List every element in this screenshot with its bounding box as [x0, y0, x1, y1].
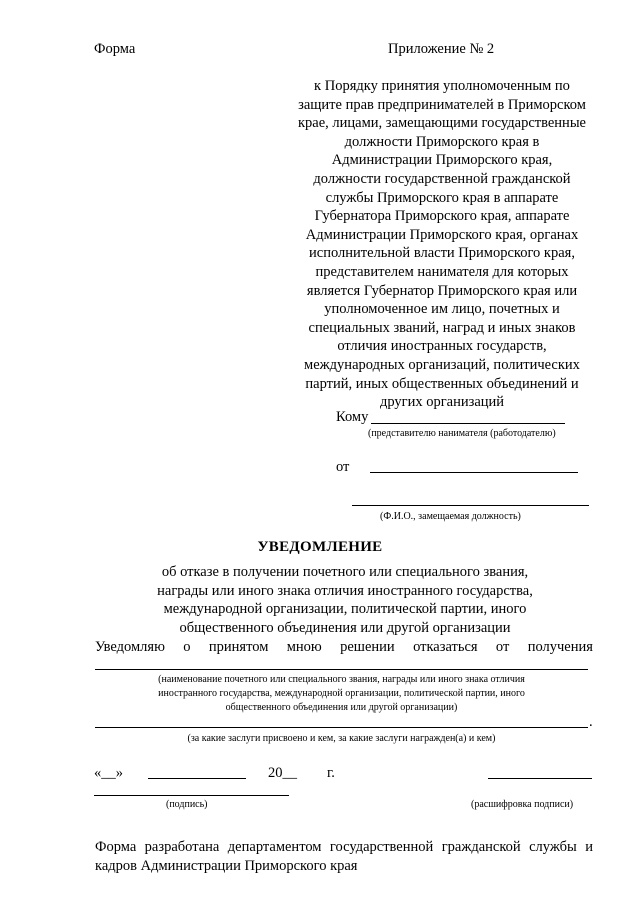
preamble-line: к Порядку принятия уполномоченным по — [314, 78, 570, 94]
preamble-line: должности Приморского края в — [344, 133, 540, 150]
from-line-2[interactable] — [352, 505, 589, 506]
preamble — [272, 77, 612, 412]
merit-caption: (за какие заслуги присвоено и кем, за какие заслуги награжден(а) и кем) — [187, 733, 496, 744]
award-caption-line: общественного объединения или другой организации) — [225, 702, 458, 713]
form-label: Форма — [94, 41, 136, 57]
signature-decode-caption: (расшифровка подписи) — [471, 799, 574, 810]
preamble-line: крае, лицами, замещающими государственные — [298, 115, 586, 132]
subtitle-line: награды или иного знака отличия иностранного государства, — [157, 582, 533, 599]
statement-word: от — [495, 639, 510, 655]
preamble-line: должности государственной гражданской — [313, 170, 571, 187]
signature-caption: (подпись) — [166, 799, 208, 810]
from-line[interactable] — [370, 472, 578, 473]
award-caption-line: иностранного государства, международной организации, политической партии, иного — [158, 688, 525, 699]
date-month-line[interactable] — [148, 778, 246, 779]
footer-line: Форма разработана департаментом государственной гражданской службы и — [95, 839, 593, 855]
date-year-prefix: 20__ — [268, 765, 297, 781]
merit-line[interactable] — [95, 727, 588, 728]
preamble-line: отличия иностранных государств, — [337, 338, 547, 355]
signature-decode-line-top[interactable] — [488, 778, 592, 779]
appendix-label: Приложение № 2 — [388, 41, 495, 57]
preamble-line: исполнительной власти Приморского края, — [309, 245, 575, 262]
award-caption — [95, 673, 588, 715]
statement-word: получения — [527, 639, 593, 655]
preamble-line: международных организаций, политических — [304, 356, 580, 373]
preamble-line: защите прав предпринимателей в Приморском — [298, 96, 586, 113]
signature-line[interactable] — [94, 795, 289, 796]
preamble-line: Администрации Приморского края, органах — [305, 226, 579, 243]
preamble-line: представителем нанимателя для которых — [315, 263, 569, 280]
preamble-line: уполномоченное им лицо, почетных и — [324, 301, 560, 318]
preamble-line: партий, иных общественных объединений и — [305, 375, 579, 392]
subtitle — [100, 563, 590, 637]
preamble-line: Администрации Приморского края, — [331, 152, 553, 169]
statement — [95, 638, 593, 657]
preamble-line: специальных званий, наград и иных знаков — [308, 319, 576, 336]
subtitle-line: об отказе в получении почетного или специального звания, — [161, 564, 529, 580]
footer-note — [95, 838, 593, 875]
statement-word: мною — [286, 639, 322, 655]
from-label: от — [336, 459, 350, 475]
subtitle-line: общественного объединения или другой организации — [179, 619, 511, 636]
merit-line-dot: . — [589, 714, 593, 730]
date-year-suffix: г. — [327, 765, 335, 781]
to-line[interactable] — [371, 423, 565, 424]
preamble-line: других организаций — [379, 394, 505, 411]
statement-word: принятом — [208, 639, 269, 655]
statement-word: отказаться — [413, 639, 478, 655]
award-name-line[interactable] — [95, 669, 588, 670]
to-label: Кому — [336, 409, 369, 425]
footer-line: кадров Администрации Приморского края — [95, 857, 358, 874]
subtitle-line: международной организации, политической партии, иного — [163, 601, 527, 618]
from-caption: (Ф.И.О., замещаемая должность) — [380, 511, 521, 522]
document-title: УВЕДОМЛЕНИЕ — [257, 539, 383, 555]
statement-word: решении — [340, 639, 395, 655]
date-day-quote: «__» — [94, 765, 123, 781]
statement-word: Уведомляю — [95, 639, 165, 655]
statement-word: о — [183, 639, 191, 655]
preamble-line: Губернатора Приморского края, аппарате — [314, 208, 570, 225]
preamble-line: службы Приморского края в аппарате — [325, 189, 559, 206]
to-caption: (представителю нанимателя (работодателю) — [368, 428, 556, 439]
preamble-line: является Губернатор Приморского края или — [306, 282, 578, 299]
award-caption-line: (наименование почетного или специального звания, награды или иного знака отличия — [158, 674, 525, 685]
